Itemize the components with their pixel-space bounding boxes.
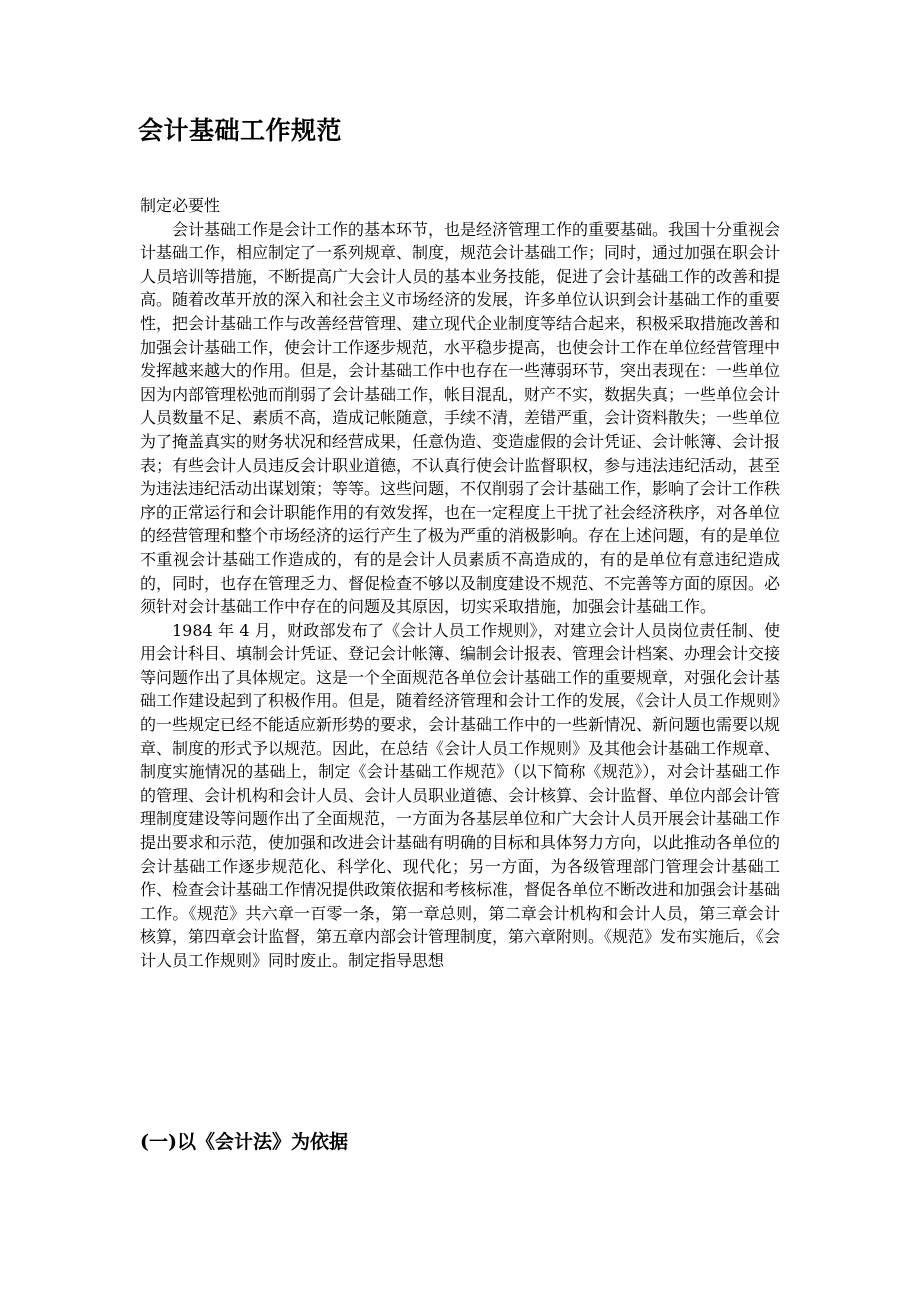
document-title: 会计基础工作规范 (138, 116, 343, 145)
document-body (140, 194, 780, 973)
section-label-necessity: 制定必要性 (140, 196, 221, 215)
paragraph-necessity: 会计基础工作是会计工作的基本环节，也是经济管理工作的重要基础。我国十分重视会计基础工作，相应制定了一系列规章、制度，规范会计基础工作；同时，通过加强在职会计人员培训等措施，不断提高广大会计人员的基本业务技能，促进了会计基础工作的改善和提高。随着改革开放的深入和社会主义市场经济的发展，许多单位认识到会计基础工作的重要性，把会计基础工作与改善经营管理、建立现代企业制度等结合起来，积极采取措施改善和加强会计基础工作，使会计工作逐步规范，水平稳步提高，也使会计工作在单位经营管理中发挥越来越大的作用。但是，会计基础工作中也存在一些薄弱环节，突出表现在：一些单位因为内部管理松弛而削弱了会计基础工作，帐目混乱，财产不实，数据失真；一些单位会计人员数量不足、素质不高，造成记帐随意，手续不清，差错严重，会计资料散失；一些单位为了掩盖真实的财务状况和经营成果，任意伪造、变造虚假的会计凭证、会计帐簿、会计报表；有些会计人员违反会计职业道德，不认真行使会计监督职权，参与违法违纪活动，甚至为违法违纪活动出谋划策；等等。这些问题，不仅削弱了会计基础工作，影响了会计工作秩序的正常运行和会计职能作用的有效发挥，也在一定程度上干扰了社会经济秩序，对各单位的经营管理和整个市场经济的运行产生了极为严重的消极影响。存在上述问题，有的是单位不重视会计基础工作造成的，有的是会计人员素质不高造成的，有的是单位有意违纪造成的，同时，也存在管理乏力、督促检查不够以及制度建设不规范、不完善等方面的原因。必须针对会计基础工作中存在的问题及其原因，切实采取措施，加强会计基础工作。 (140, 219, 781, 617)
paragraph-history: 1984 年 4 月，财政部发布了《会计人员工作规则》，对建立会计人员岗位责任制、使用会计科目、填制会计凭证、登记会计帐簿、编制会计报表、管理会计档案、办理会计交接等问题作出了具体规定。这是一个全面规范各单位会计基础工作的重要规章，对强化会计基础工作建设起到了积极作用。但是，随着经济管理和会计工作的发展，《会计人员工作规则》的一些规定已经不能适应新形势的要求，会计基础工作中的一些新情况、新问题也需要以规章、制度的形式予以规范。因此，在总结《会计人员工作规则》及其他会计基础工作规章、制度实施情况的基础上，制定《会计基础工作规范》（以下简称《规范》），对会计基础工作的管理、会计机构和会计人员、会计人员职业道德、会计核算、会计监督、单位内部会计管理制度建设等问题作出了全面规范，一方面为各基层单位和广大会计人员开展会计基础工作提出要求和示范，使加强和改进会计基础有明确的目标和具体努力方向，以此推动各单位的会计基础工作逐步规范化、科学化、现代化；另一方面，为各级管理部门管理会计基础工作、检查会计基础工作情况提供政策依据和考核标准，督促各单位不断改进和加强会计基础工作。《规范》共六章一百零一条，第一章总则，第二章会计机构和会计人员，第三章会计核算，第四章会计监督，第五章内部会计管理制度，第六章附则。《规范》发布实施后，《会计人员工作规则》同时废止。制定指导思想 (140, 620, 781, 970)
section-heading-accounting-law: (一)以《会计法》为依据 (140, 1131, 348, 1153)
